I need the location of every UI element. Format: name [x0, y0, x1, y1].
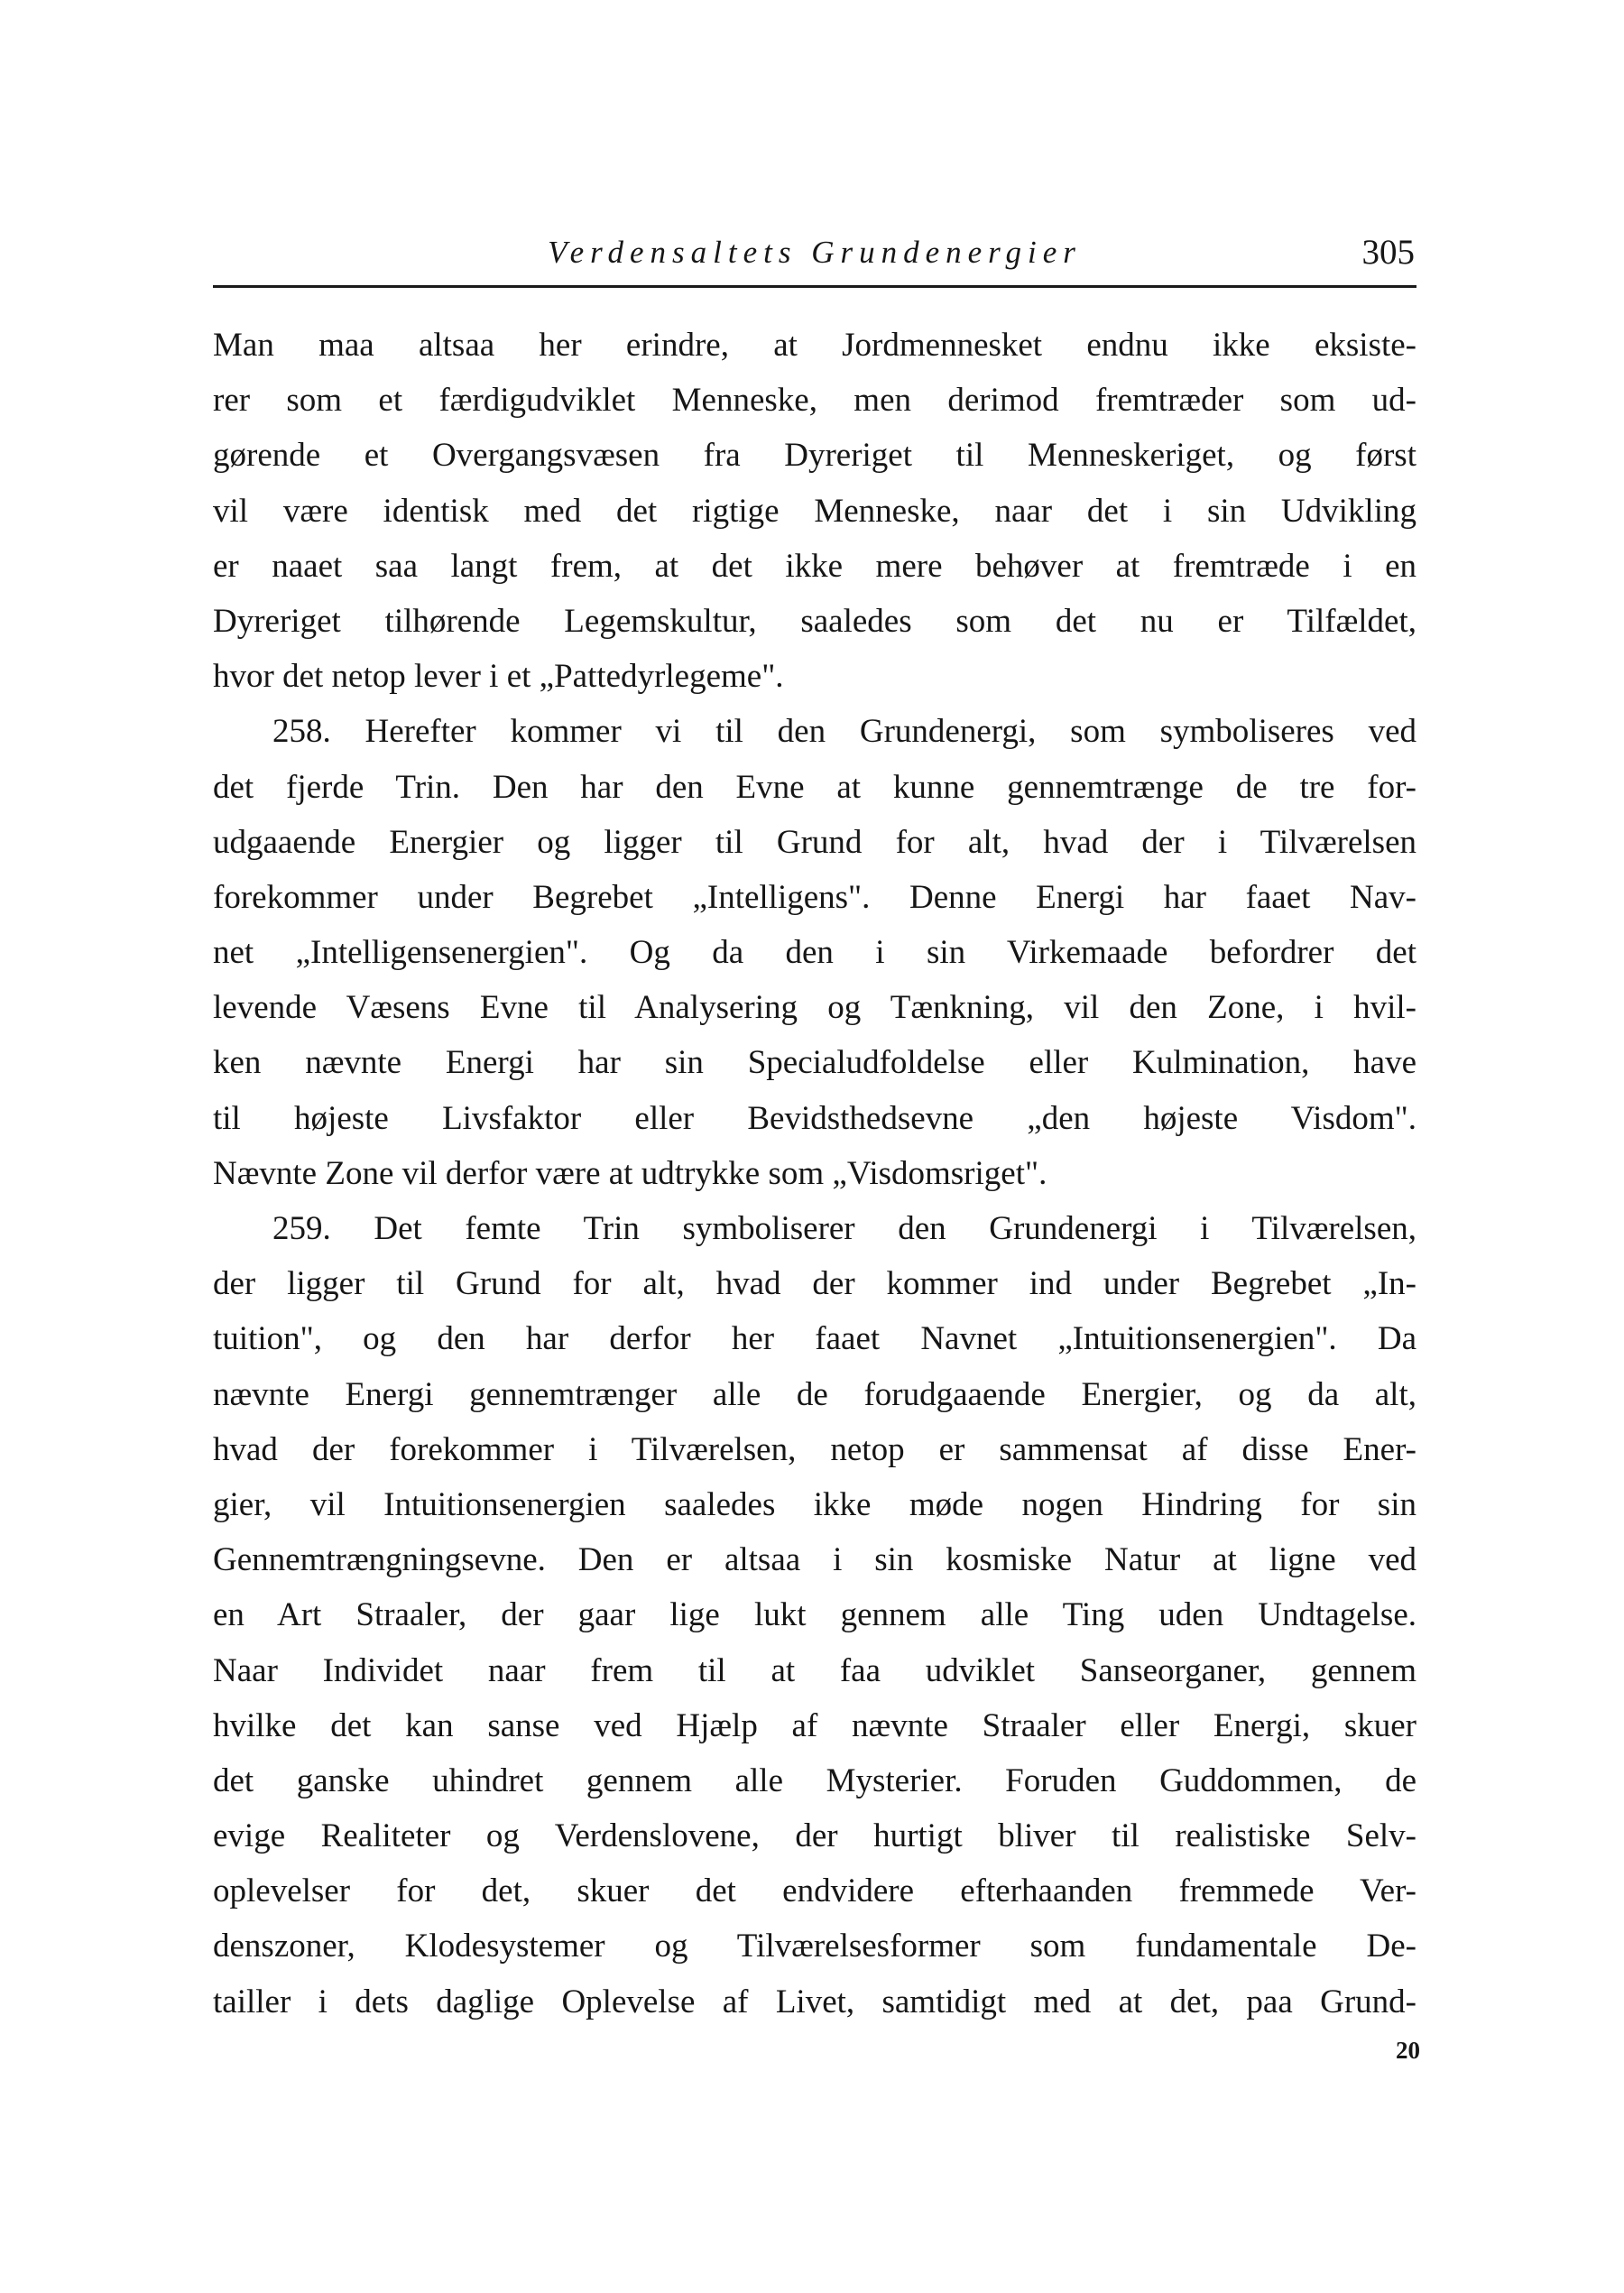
text-line-13: levende Væsens Evne til Analysering og Tænkning, vil den Zone, i hvil-: [213, 989, 1416, 1027]
running-head: [213, 233, 1416, 287]
text-line-30: denszoner, Klodesystemer og Tilværelsesformer som fundamentale De-: [213, 1928, 1416, 1965]
text-line-29: oplevelser for det, skuer det endvidere efterhaanden fremmede Ver-: [213, 1872, 1416, 1910]
text-line-10: udgaaende Energier og ligger til Grund for alt, hvad der i Tilværelsen: [213, 823, 1416, 861]
text-line-9: det fjerde Trin. Den har den Evne at kunne gennemtrænge de tre for-: [213, 768, 1416, 806]
text-line-27: det ganske uhindret gennem alle Mysterier. Foruden Guddommen, de: [213, 1761, 1416, 1799]
text-line-16: Nævnte Zone vil derfor være at udtrykke som „Visdomsriget".: [213, 1154, 1047, 1192]
text-line-19: tuition", og den har derfor her faaet Navnet „Intuitionsenergien". Da: [213, 1320, 1416, 1358]
text-line-28: evige Realiteter og Verdenslovene, der hurtigt bliver til realistiske Selv-: [213, 1817, 1416, 1855]
text-line-14: ken nævnte Energi har sin Specialudfoldelse eller Kulmination, have: [213, 1044, 1416, 1082]
running-head-title: Verdensaltets Grundenergier: [548, 235, 1082, 270]
text-line-21: hvad der forekommer i Tilværelsen, netop er sammensat af disse Ener-: [213, 1430, 1416, 1468]
text-line-6: Dyreriget tilhørende Legemskultur, saaledes som det nu er Tilfældet,: [213, 602, 1416, 640]
signature-mark: 20: [1396, 2037, 1420, 2064]
text-line-22: gier, vil Intuitionsenergien saaledes ikke møde nogen Hindring for sin: [213, 1485, 1416, 1523]
text-line-18: der ligger til Grund for alt, hvad der kommer ind under Begrebet „In-: [213, 1265, 1416, 1303]
text-line-11: forekommer under Begrebet „Intelligens". Denne Energi har faaet Nav-: [213, 878, 1416, 916]
text-line-17: 259. Det femte Trin symboliserer den Grundenergi i Tilværelsen,: [272, 1210, 1416, 1247]
text-line-5: er naaet saa langt frem, at det ikke mere behøver at fremtræde i en: [213, 547, 1416, 585]
text-line-24: en Art Straaler, der gaar lige lukt gennem alle Ting uden Undtagelse.: [213, 1596, 1416, 1634]
text-line-2: rer som et færdigudviklet Menneske, men derimod fremtræder som ud-: [213, 382, 1416, 420]
text-line-12: net „Intelligensenergien". Og da den i sin Virkemaade befordrer det: [213, 934, 1416, 972]
text-line-23: Gennemtrængningsevne. Den er altsaa i sin kosmiske Natur at ligne ved: [213, 1541, 1416, 1579]
text-line-25: Naar Individet naar frem til at faa udviklet Sanseorganer, gennem: [213, 1651, 1416, 1689]
text-line-4: vil være identisk med det rigtige Menneske, naar det i sin Udvikling: [213, 492, 1416, 530]
text-line-31: tailler i dets daglige Oplevelse af Livet, samtidigt med at det, paa Grund-: [213, 1983, 1416, 2020]
text-line-26: hvilke det kan sanse ved Hjælp af nævnte Straaler eller Energi, skuer: [213, 1706, 1416, 1744]
text-line-8: 258. Herefter kommer vi til den Grundenergi, som symboliseres ved: [272, 713, 1416, 751]
text-line-15: til højeste Livsfaktor eller Bevidsthedsevne „den højeste Visdom".: [213, 1099, 1416, 1137]
text-line-3: gørende et Overgangsvæsen fra Dyreriget til Menneskeriget, og først: [213, 437, 1416, 475]
text-line-7: hvor det netop lever i et „Pattedyrlegeme".: [213, 658, 784, 696]
text-line-1: Man maa altsaa her erindre, at Jordmennesket endnu ikke eksiste-: [213, 327, 1416, 364]
header-rule: [213, 285, 1416, 288]
text-line-20: nævnte Energi gennemtrænger alle de forudgaaende Energier, og da alt,: [213, 1375, 1416, 1413]
body-text: [213, 318, 1416, 2029]
page-number: 305: [1361, 233, 1415, 272]
